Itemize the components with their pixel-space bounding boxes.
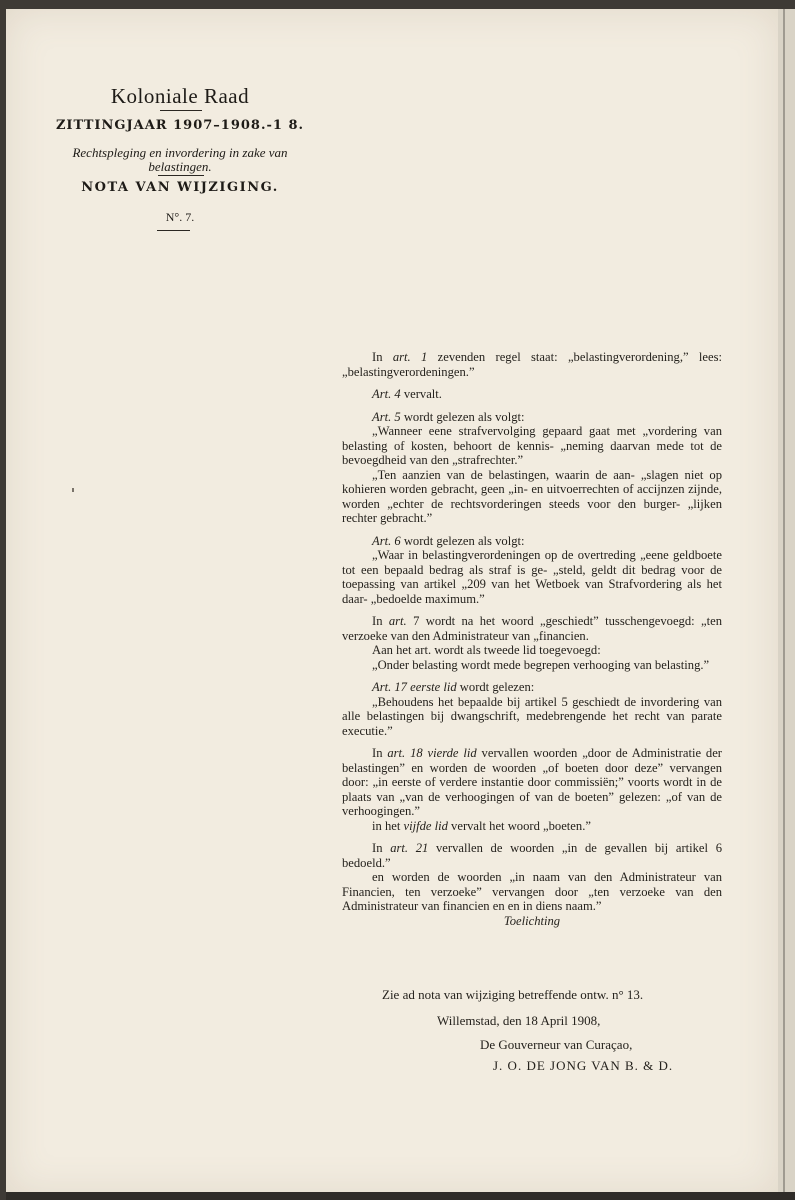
amendment-art5: Art. 5 wordt gelezen als volgt: xyxy=(372,409,525,424)
quote: „Wanneer eene strafvervolging gepaard gaat met „vordering van belasting of kosten, behoort de kennis- „neming daarvan mede tot de bevoegdheid van den „strafrechter.” xyxy=(342,424,722,467)
amendment-art21: In art. 21 vervallen de woorden „in de gevallen bij artikel 6 bedoeld.” xyxy=(342,841,723,870)
subject: Rechtspleging en invordering in zake van belastingen. xyxy=(72,145,288,174)
reference-line: Zie ad nota van wijziging betreffende ontw. n° 13. xyxy=(382,987,644,1002)
page-bottom-edge xyxy=(6,1192,795,1200)
divider xyxy=(157,230,190,231)
session-year: ZITTINGJAAR 1907–1908.-1 8. xyxy=(55,118,305,133)
signatory-name: J. O. DE JONG VAN B. & D. xyxy=(493,1058,674,1073)
toelichting-heading: Toelichting xyxy=(503,913,561,928)
speck xyxy=(72,488,74,492)
nota-number: N°. 7. xyxy=(165,210,195,224)
amendment-art6: Art. 6 wordt gelezen als volgt: xyxy=(372,533,525,548)
quote: „Behoudens het bepaalde bij artikel 5 geschiedt de invordering van alle belastingen bij dwangschrift, medebrengende het recht van parate executie.” xyxy=(342,694,722,738)
divider xyxy=(158,175,204,176)
amendment-text-line: Aan het art. wordt als tweede lid toegevoegd: xyxy=(372,643,601,657)
amendment-art4: Art. 4 vervalt. xyxy=(372,387,442,401)
amendment-art18: In art. 18 vierde lid vervallen woorden „door de Administratie der belastingen” en worden de woorden „of boeten door deze” vervangen door: „in eerste of verdere instantie door commissiën;” voorts wordt in de plaats van „van de verhoogingen of van de boeten” gelezen: „of van de verhoogingen.” xyxy=(342,746,722,818)
quote: „Onder belasting wordt mede begrepen verhooging van belasting.” xyxy=(372,657,710,672)
amendment-art17: Art. 17 eerste lid wordt gelezen: xyxy=(372,680,535,694)
place-date: Willemstad, den 18 April 1908, xyxy=(437,1013,601,1028)
council-title: Koloniale Raad xyxy=(110,84,250,108)
amendment-art1: In art. 1 zevenden regel staat: „belastingverordening,” lees: „belastingverordeningen.” xyxy=(342,350,722,379)
nota-heading: NOTA VAN WIJZIGING. xyxy=(81,180,279,195)
amendment-art7: In art. 7 wordt na het woord „geschiedt” tusschengevoegd: „ten verzoeke van den Administrateur van „financien. xyxy=(342,614,722,643)
divider xyxy=(160,110,202,111)
quote: „Waar in belastingverordeningen op de overtreding „eene geldboete tot een bepaald bedrag als straf is ge- „steld, geldt dit bedrag voor de toepassing van artikel „209 van het Wetboek van Strafvordering als het daar- „bedoelde maximum.” xyxy=(342,548,722,606)
amendment-text-line: en worden de woorden „in naam van den Administrateur van Financien, ten verzoeke” vervangen door „ten verzoeke van den Administrateur van financien en en in diens naam.” xyxy=(342,870,722,913)
signatory-role: De Gouverneur van Curaçao, xyxy=(480,1037,633,1052)
page-edge xyxy=(778,9,795,1195)
page-edge-line xyxy=(783,9,785,1195)
amendment-art18-fifth: in het vijfde lid vervalt het woord „boeten.” xyxy=(372,818,591,833)
quote: „Ten aanzien van de belastingen, waarin de aan- „slagen niet op kohieren worden gebracht, geen „in- en uitvoerrechten of accijnzen zijnde, worden „echter de rechtsvorderingen steeds voor den burger- „lijken rechter gebracht.” xyxy=(342,467,722,525)
amendment-text xyxy=(342,350,722,928)
